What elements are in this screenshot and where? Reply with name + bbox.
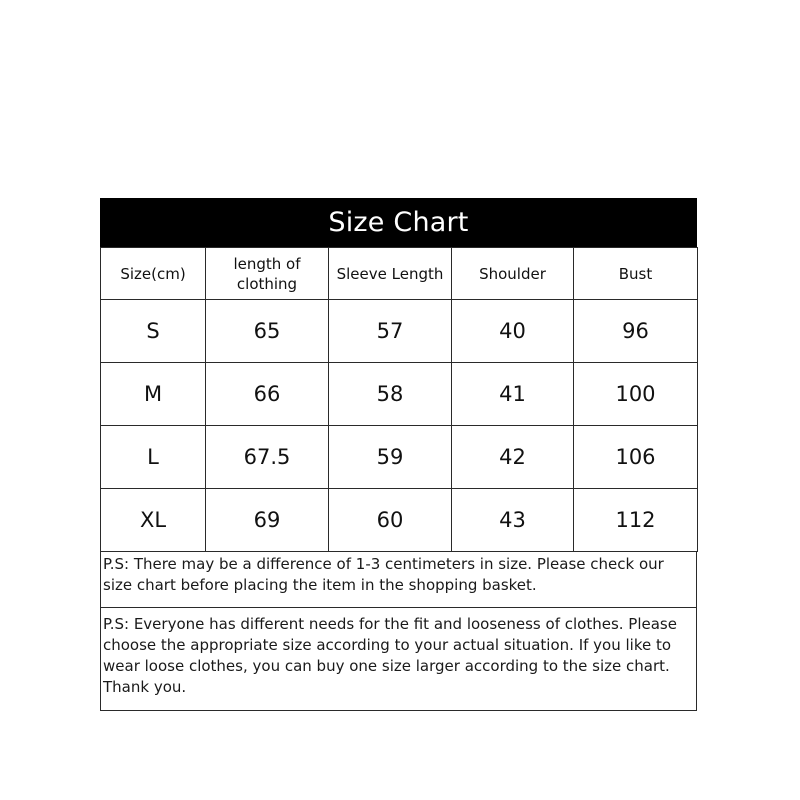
cell-length: 66 bbox=[206, 363, 329, 426]
cell-bust: 96 bbox=[574, 300, 698, 363]
cell-shoulder: 43 bbox=[452, 489, 574, 552]
note-fit-advice: P.S: Everyone has different needs for the fit and looseness of clothes. Please choose the appropriate size according to your actual situation. If you like to wear loose clothes, you can buy one size larger according to the size chart. Thank you. bbox=[100, 608, 697, 711]
cell-bust: 106 bbox=[574, 426, 698, 489]
cell-bust: 100 bbox=[574, 363, 698, 426]
cell-shoulder: 40 bbox=[452, 300, 574, 363]
table-row bbox=[101, 489, 698, 552]
cell-length: 67.5 bbox=[206, 426, 329, 489]
size-chart bbox=[100, 198, 697, 711]
cell-length: 65 bbox=[206, 300, 329, 363]
cell-sleeve: 58 bbox=[329, 363, 452, 426]
table-row bbox=[101, 363, 698, 426]
cell-shoulder: 41 bbox=[452, 363, 574, 426]
header-size: Size(cm) bbox=[101, 248, 206, 300]
cell-sleeve: 60 bbox=[329, 489, 452, 552]
cell-shoulder: 42 bbox=[452, 426, 574, 489]
cell-size: XL bbox=[101, 489, 206, 552]
cell-size: M bbox=[101, 363, 206, 426]
note-size-difference: P.S: There may be a difference of 1-3 centimeters in size. Please check our size chart before placing the item in the shopping basket. bbox=[100, 552, 697, 608]
cell-sleeve: 57 bbox=[329, 300, 452, 363]
header-row bbox=[101, 248, 698, 300]
header-bust: Bust bbox=[574, 248, 698, 300]
table-row bbox=[101, 426, 698, 489]
header-length-of-clothing: length of clothing bbox=[206, 248, 329, 300]
size-chart-title: Size Chart bbox=[100, 198, 697, 247]
size-table bbox=[100, 247, 698, 552]
cell-length: 69 bbox=[206, 489, 329, 552]
header-shoulder: Shoulder bbox=[452, 248, 574, 300]
cell-size: S bbox=[101, 300, 206, 363]
table-row bbox=[101, 300, 698, 363]
cell-size: L bbox=[101, 426, 206, 489]
cell-sleeve: 59 bbox=[329, 426, 452, 489]
cell-bust: 112 bbox=[574, 489, 698, 552]
header-sleeve-length: Sleeve Length bbox=[329, 248, 452, 300]
